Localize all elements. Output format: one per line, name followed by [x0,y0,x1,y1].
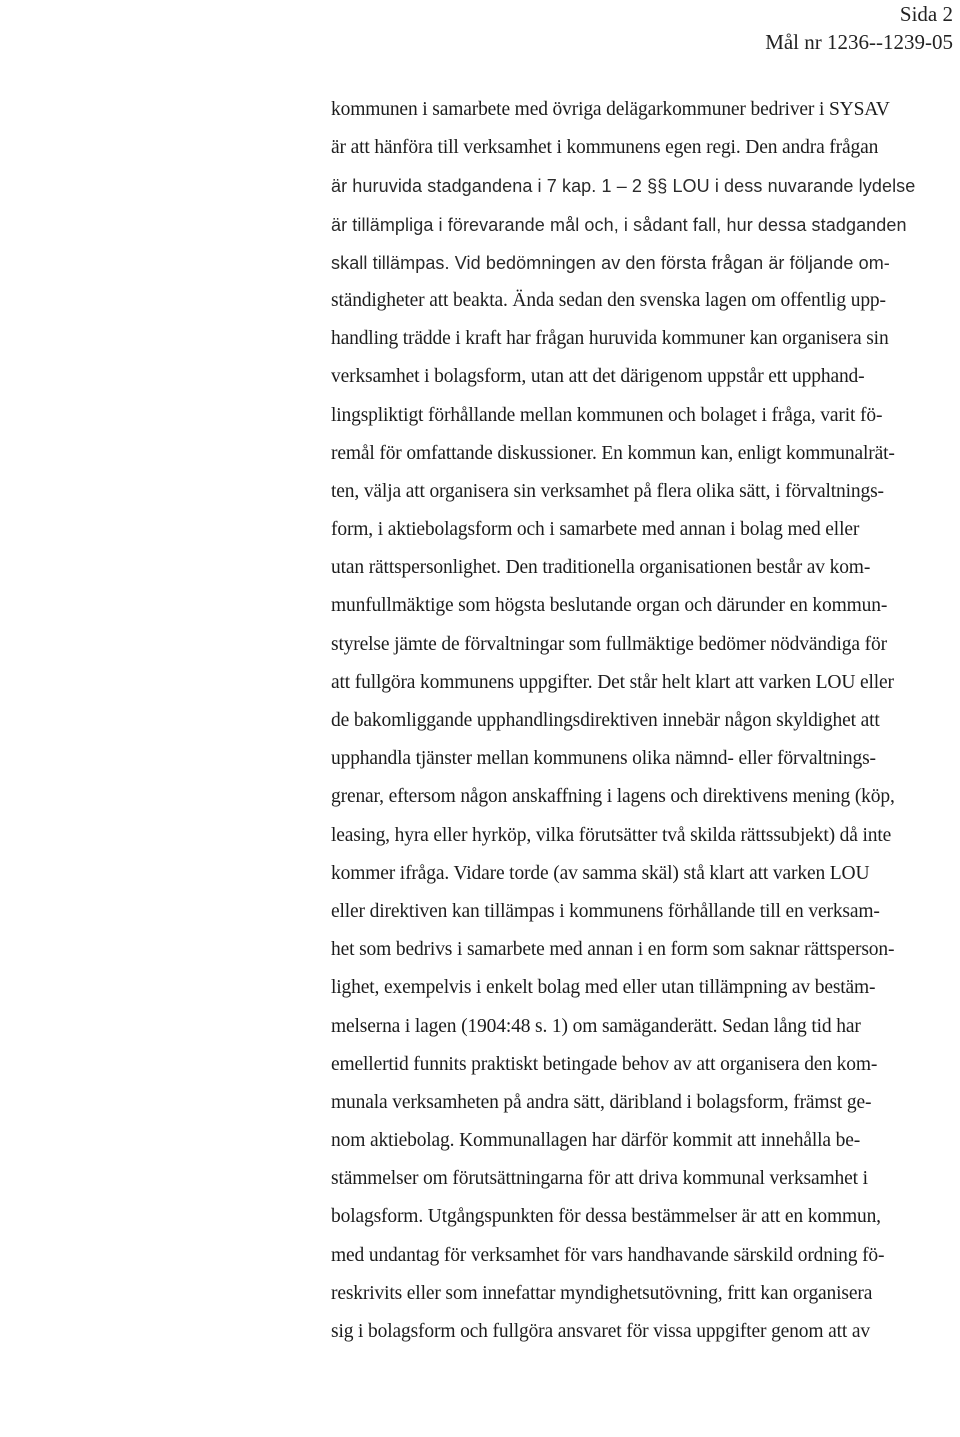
text-line: leasing, hyra eller hyrköp, vilka förutsätter två skilda rättssubjekt) då inte [331,824,892,846]
text-line: de bakomliggande upphandlingsdirektiven innebär någon skyldighet att [331,710,880,731]
text-line: är huruvida stadgandena i 7 kap. 1 – 2 §§ LOU i dess nuvarande lydelse [331,176,916,197]
text-line: ten, välja att organisera sin verksamhet på flera olika sätt, i förvaltnings- [331,480,884,502]
text-line: är tillämpliga i förevarande mål och, i sådant fall, hur dessa stadganden [331,214,907,235]
text-line: form, i aktiebolagsform och i samarbete med annan i bolag med eller [331,519,860,541]
text-line: eller direktiven kan tillämpas i kommunens förhållande till en verksam- [331,900,880,922]
text-line: sig i bolagsform och fullgöra ansvaret för vissa uppgifter genom att av [331,1321,870,1342]
text-line: munala verksamheten på andra sätt, däribland i bolagsform, främst ge- [331,1091,872,1113]
text-line: emellertid funnits praktiskt betingade behov av att organisera den kom- [331,1053,878,1075]
text-line: grenar, eftersom någon anskaffning i lagens och direktivens mening (köp, [331,786,895,808]
text-line: utan rättspersonlighet. Den traditionella organisationen består av kom- [331,557,871,579]
text-line: kommunen i samarbete med övriga delägarkommuner bedriver i SYSAV [331,99,890,120]
page-number: Sida 2 [899,2,953,26]
text-line: är att hänföra till verksamhet i kommunens egen regi. Den andra frågan [331,137,879,159]
text-line: skall tillämpas. Vid bedömningen av den första frågan är följande om- [331,252,890,273]
text-line: att fullgöra kommunens uppgifter. Det står helt klart att varken LOU eller [331,671,894,693]
case-number: Mål nr 1236--1239-05 [765,30,953,54]
text-line: kommer ifråga. Vidare torde (av samma skäl) stå klart att varken LOU [331,862,870,884]
text-line: nom aktiebolag. Kommunallagen har därför kommit att innehålla be- [331,1130,861,1152]
text-line: lighet, exempelvis i enkelt bolag med eller utan tillämpning av bestäm- [331,977,876,999]
text-line: munfullmäktige som högsta beslutande organ och därunder en kommun- [331,595,888,617]
text-line: reskrivits eller som innefattar myndighetsutövning, fritt kan organisera [331,1282,873,1304]
text-line: remål för omfattande diskussioner. En kommun kan, enligt kommunalrät- [331,442,895,464]
text-line: het som bedrivs i samarbete med annan i en form som saknar rättsperson- [331,939,895,961]
document-body [331,91,960,1351]
text-line: verksamhet i bolagsform, utan att det därigenom uppstår ett upphand- [331,366,865,388]
text-line: stämmelser om förutsättningarna för att driva kommunal verksamhet i [331,1168,868,1190]
text-line: ständigheter att beakta. Ända sedan den svenska lagen om offentlig upp- [331,289,886,311]
page-header [765,0,953,56]
text-line: med undantag för verksamhet för vars handhavande särskild ordning fö- [331,1244,885,1266]
text-line: upphandla tjänster mellan kommunens olika nämnd- eller förvaltnings- [331,748,876,770]
text-line: melserna i lagen (1904:48 s. 1) om samäganderätt. Sedan lång tid har [331,1015,861,1037]
text-line: handling trädde i kraft har frågan huruvida kommuner kan organisera sin [331,328,889,350]
text-line: bolagsform. Utgångspunkten för dessa bestämmelser är att en kommun, [331,1206,881,1228]
text-line: styrelse jämte de förvaltningar som fullmäktige bedömer nödvändiga för [331,633,887,655]
text-line: lingspliktigt förhållande mellan kommunen och bolaget i fråga, varit fö- [331,404,883,426]
